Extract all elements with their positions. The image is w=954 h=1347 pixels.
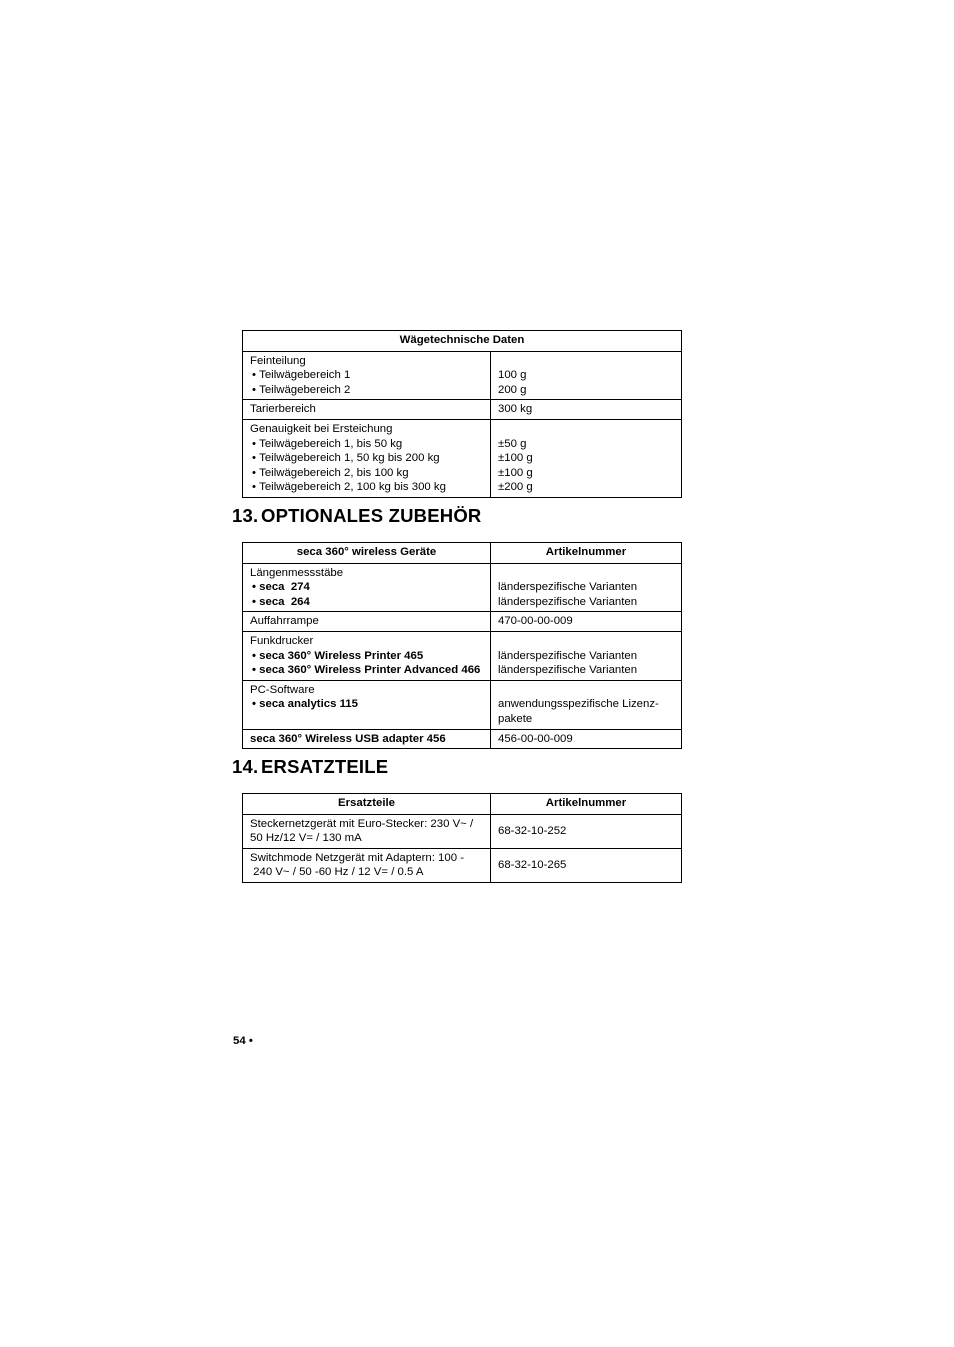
table-header: Ersatzteile (243, 794, 491, 815)
bullet-item: • Teilwägebereich 2, 100 kg bis 300 kg (250, 480, 483, 495)
section-heading-13 (232, 505, 481, 527)
accessories-table (242, 542, 682, 749)
table-row (243, 814, 682, 848)
row-value: länderspezifische Varianten (498, 581, 638, 594)
bullet-item: • seca 264 (250, 595, 483, 610)
row-value: 200 g (498, 383, 527, 396)
row-label: 50 Hz/12 V= / 130 mA (250, 832, 362, 845)
table-cell (491, 351, 682, 400)
row-value: ±100 g (498, 466, 533, 479)
table-cell (491, 680, 682, 729)
table-cell (491, 631, 682, 680)
table-row (243, 680, 682, 729)
table-header-row (243, 331, 682, 352)
spare-parts-table (242, 793, 682, 883)
row-label: seca 360° Wireless USB adapter 456 (243, 729, 491, 749)
table-cell (491, 563, 682, 612)
row-value: länderspezifische Varianten (498, 664, 638, 677)
table-cell (243, 563, 491, 612)
section-number: 13. (232, 505, 259, 526)
row-value: ±200 g (498, 481, 533, 494)
bullet-item: • Teilwägebereich 1, bis 50 kg (250, 437, 483, 452)
row-value: länderspezifische Varianten (498, 649, 638, 662)
table-row (243, 419, 682, 497)
row-label: Feinteilung (250, 354, 306, 367)
bullet-item: • Teilwägebereich 1, 50 kg bis 200 kg (250, 451, 483, 466)
row-label: Genauigkeit bei Ersteichung (250, 422, 393, 435)
section-title: ERSATZTEILE (261, 756, 389, 777)
row-value: pakete (498, 712, 533, 725)
bullet-item: • Teilwägebereich 2, bis 100 kg (250, 466, 483, 481)
table-cell (243, 848, 491, 882)
bullet-item: • seca 274 (250, 580, 483, 595)
table-row (243, 631, 682, 680)
bullet-item: • seca analytics 115 (250, 697, 483, 712)
table-row (243, 729, 682, 749)
section-title: OPTIONALES ZUBEHÖR (261, 505, 482, 526)
table-header: seca 360° wireless Geräte (243, 543, 491, 564)
table-row (243, 612, 682, 632)
row-label: Switchmode Netzgerät mit Adaptern: 100 - (250, 851, 464, 864)
row-label: Längenmessstäbe (250, 566, 344, 579)
table-row (243, 400, 682, 420)
bullet-item: • seca 360° Wireless Printer Advanced 466 (250, 663, 483, 678)
row-label: Auffahrrampe (243, 612, 491, 632)
table-header: Wägetechnische Daten (243, 331, 682, 352)
row-value: 456-00-00-009 (491, 729, 682, 749)
table-cell (243, 680, 491, 729)
table-header-row (243, 794, 682, 815)
bullet-item: • Teilwägebereich 1 (250, 368, 483, 383)
table-header: Artikelnummer (491, 794, 682, 815)
row-value: anwendungsspezifische Lizenz- (498, 698, 659, 711)
row-value: 470-00-00-009 (491, 612, 682, 632)
row-value: 68-32-10-252 (491, 814, 682, 848)
table-header: Artikelnummer (491, 543, 682, 564)
table-cell (243, 351, 491, 400)
table-header-row (243, 543, 682, 564)
bullet-item: • Teilwägebereich 2 (250, 383, 483, 398)
row-value: länderspezifische Varianten (498, 595, 638, 608)
page-number: 54 • (233, 1035, 253, 1047)
weighing-data-table (242, 330, 682, 498)
row-label: 240 V~ / 50 -60 Hz / 12 V= / 0.5 A (250, 866, 424, 879)
table-cell (243, 814, 491, 848)
row-label: PC-Software (250, 683, 315, 696)
row-label: Steckernetzgerät mit Euro-Stecker: 230 V~ / (250, 817, 474, 830)
table-row (243, 563, 682, 612)
table-cell (243, 419, 491, 497)
row-value: 68-32-10-265 (491, 848, 682, 882)
table-row (243, 848, 682, 882)
table-cell (243, 631, 491, 680)
row-value: 100 g (498, 369, 527, 382)
bullet-item: • seca 360° Wireless Printer 465 (250, 649, 483, 664)
row-value: ±100 g (498, 452, 533, 465)
table-row (243, 351, 682, 400)
section-heading-14 (232, 756, 388, 778)
row-label: Funkdrucker (250, 634, 314, 647)
row-value: ±50 g (498, 437, 527, 450)
row-label: Tarierbereich (243, 400, 491, 420)
table-cell (491, 419, 682, 497)
section-number: 14. (232, 756, 259, 777)
row-value: 300 kg (491, 400, 682, 420)
